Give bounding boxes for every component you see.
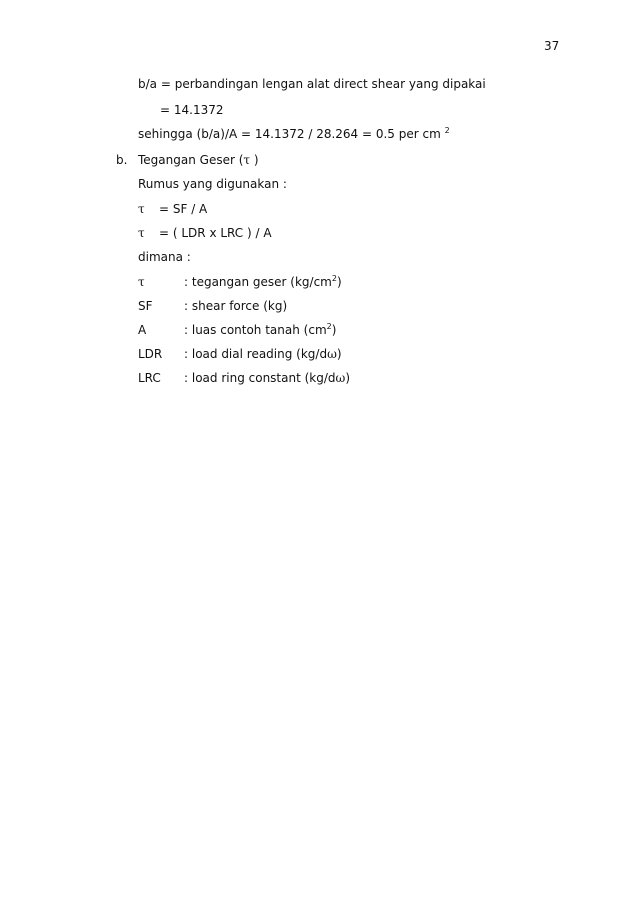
formula-expression: = SF / A [159, 202, 208, 216]
formula-symbol: τ [138, 226, 145, 240]
sehingga-exponent: 2 [444, 126, 450, 135]
formula-row [138, 225, 145, 241]
definition-text: : load ring constant (kg/d [184, 371, 336, 385]
definition-symbol: SF [138, 299, 153, 313]
definition-symbol: LRC [138, 371, 161, 385]
definition-row [138, 274, 498, 290]
definition-text: : load dial reading (kg/d [184, 347, 328, 361]
section-b-marker: b. [116, 153, 128, 167]
omega-symbol: ω [327, 347, 337, 361]
section-b-title [138, 152, 259, 168]
definition-text: : tegangan geser (kg/cm [184, 275, 332, 289]
definition-description [184, 322, 336, 340]
sehingga-text: sehingga (b/a)/A = 14.1372 / 28.264 = 0.5 per cm [138, 127, 441, 141]
section-b-title-end: ) [250, 153, 259, 167]
ba-definition: b/a = perbandingan lengan alat direct shear yang dipakai [138, 77, 486, 91]
definition-description [184, 274, 342, 292]
definition-end: ) [345, 371, 350, 385]
section-b-title-text: Tegangan Geser ( [138, 153, 244, 167]
page-number: 37 [544, 39, 560, 53]
definition-description: : shear force (kg) [184, 299, 288, 313]
sehingga-line [138, 126, 450, 144]
definition-symbol: A [138, 323, 147, 337]
definition-row [138, 346, 498, 362]
ba-value: = 14.1372 [160, 103, 224, 117]
tau-symbol: τ [243, 153, 251, 167]
formula-row [138, 201, 145, 217]
definition-end: ) [336, 275, 342, 289]
definition-end: ) [336, 347, 342, 361]
definition-superscript: 2 [326, 322, 332, 331]
definition-row [138, 322, 498, 338]
definition-description [184, 370, 350, 386]
definition-end: ) [331, 323, 337, 337]
definition-row [138, 298, 498, 314]
rumus-intro: Rumus yang digunakan : [138, 177, 287, 191]
formula-expression: = ( LDR x LRC ) / A [159, 226, 272, 240]
definition-superscript: 2 [331, 274, 337, 283]
dimana-label: dimana : [138, 250, 191, 264]
omega-symbol: ω [335, 371, 346, 385]
formula-symbol: τ [138, 202, 145, 216]
definition-symbol: τ [138, 275, 145, 289]
definition-description [184, 346, 342, 362]
definition-row [138, 370, 498, 386]
definition-text: : luas contoh tanah (cm [184, 323, 327, 337]
definition-symbol: LDR [138, 347, 163, 361]
